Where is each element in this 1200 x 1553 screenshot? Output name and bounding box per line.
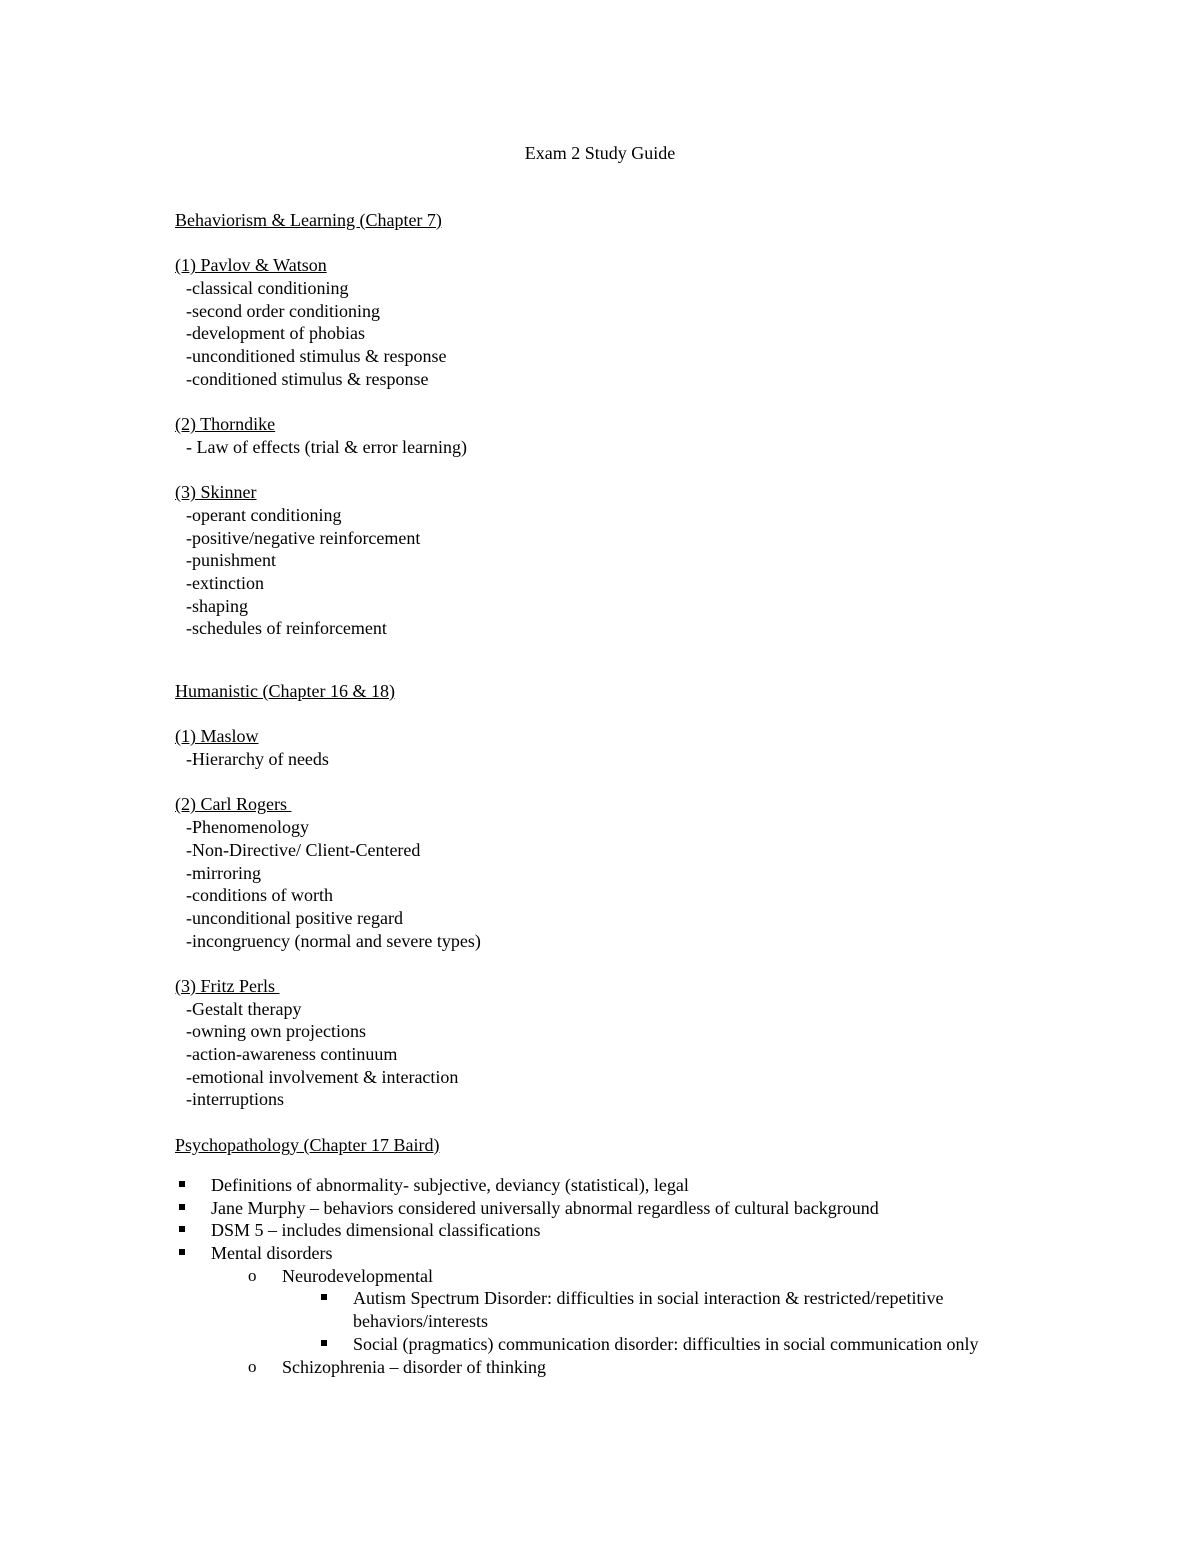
group-title: (2) Carl Rogers — [175, 794, 292, 815]
section-heading: Behaviorism & Learning (Chapter 7) — [175, 210, 442, 230]
list-item: -action-awareness continuum — [186, 1044, 398, 1064]
list-item: -classical conditioning — [186, 278, 349, 299]
list-item: -unconditioned stimulus & response — [186, 346, 447, 367]
list-item: -development of phobias — [186, 323, 365, 344]
group-title: (1) Maslow — [175, 726, 259, 747]
list-item: -emotional involvement & interaction — [186, 1066, 459, 1087]
circle-bullet-icon: o — [248, 1356, 257, 1376]
list-item: Jane Murphy – behaviors considered universally abnormal regardless of cultural background — [175, 1197, 1075, 1220]
list-item: -punishment — [186, 550, 276, 571]
list-item: -Phenomenology — [186, 817, 309, 838]
square-bullet-icon — [179, 1204, 185, 1210]
list-item: -incongruency (normal and severe types) — [186, 930, 481, 951]
list-item: Definitions of abnormality- subjective, deviancy (statistical), legal — [175, 1174, 1075, 1197]
list-item: -extinction — [186, 573, 264, 593]
list-item: Social (pragmatics) communication disorder: difficulties in social communication only — [175, 1333, 1075, 1356]
section-behaviorism — [175, 209, 1075, 640]
list-item: -mirroring — [186, 862, 261, 883]
circle-bullet-icon: o — [248, 1265, 257, 1285]
psychopathology-list — [175, 1174, 1075, 1378]
group-title: (3) Fritz Perls — [175, 975, 280, 996]
list-item: DSM 5 – includes dimensional classifications — [175, 1219, 1075, 1242]
list-item: -Hierarchy of needs — [186, 749, 329, 770]
list-item: -positive/negative reinforcement — [186, 527, 421, 548]
section-humanistic — [175, 680, 1075, 1156]
list-item: Autism Spectrum Disorder: difficulties in social interaction & restricted/repetitive behaviors/interests — [175, 1287, 1075, 1332]
list-item: -schedules of reinforcement — [186, 618, 387, 639]
list-item: -interruptions — [186, 1089, 284, 1110]
list-item: Mental disorders — [175, 1242, 1075, 1265]
document-title: Exam 2 Study Guide — [524, 143, 676, 163]
square-bullet-icon — [321, 1294, 327, 1300]
list-item: -conditions of worth — [186, 885, 333, 906]
list-item: -Non-Directive/ Client-Centered — [186, 839, 421, 860]
section-heading: Humanistic (Chapter 16 & 18) — [175, 681, 395, 701]
group-title: (2) Thorndike — [175, 414, 276, 435]
group-title: (1) Pavlov & Watson — [175, 255, 327, 276]
list-item: -second order conditioning — [186, 300, 380, 321]
list-item: -operant conditioning — [186, 504, 342, 525]
list-item: -owning own projections — [186, 1021, 366, 1042]
list-item: -conditioned stimulus & response — [186, 368, 429, 389]
square-bullet-icon — [179, 1249, 185, 1255]
list-item: -unconditional positive regard — [186, 907, 403, 928]
list-item: -Gestalt therapy — [186, 998, 302, 1019]
list-item: o Schizophrenia – disorder of thinking — [248, 1356, 546, 1377]
list-item: o Neurodevelopmental — [248, 1265, 433, 1286]
square-bullet-icon — [321, 1340, 327, 1346]
group-title: (3) Skinner — [175, 482, 257, 503]
section-heading: Psychopathology (Chapter 17 Baird) — [175, 1134, 440, 1155]
square-bullet-icon — [179, 1181, 185, 1187]
list-item: - Law of effects (trial & error learning) — [186, 436, 468, 457]
square-bullet-icon — [179, 1226, 185, 1232]
list-item: -shaping — [186, 595, 248, 616]
